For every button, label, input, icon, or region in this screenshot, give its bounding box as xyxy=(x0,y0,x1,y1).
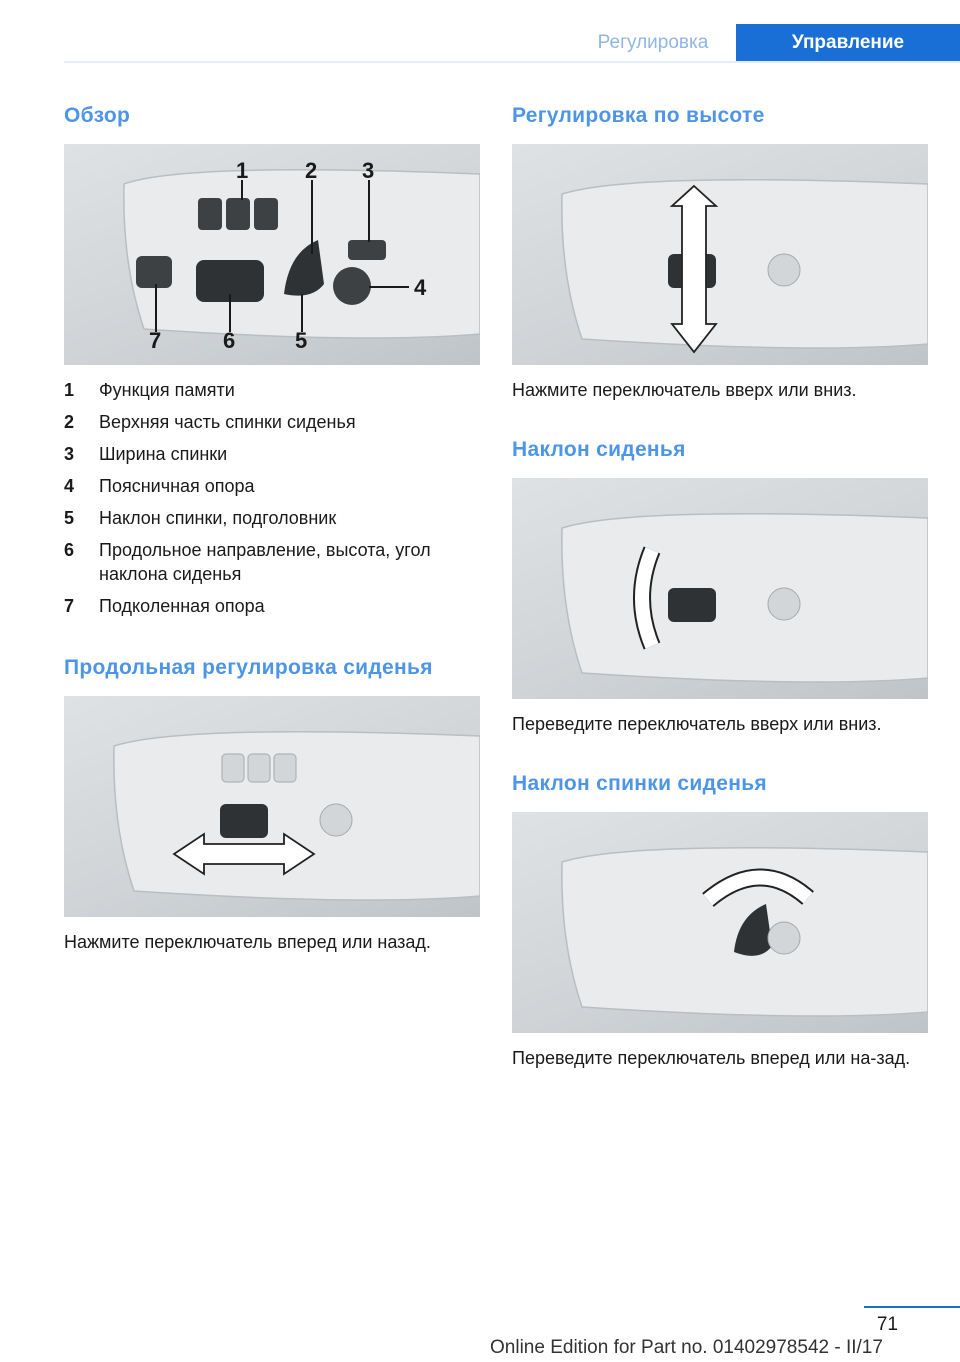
height-text: Нажмите переключатель вверх или вниз. xyxy=(512,380,857,400)
longitudinal-title: Продольная регулировка сиденья xyxy=(64,656,433,679)
backrest-tilt-illustration xyxy=(512,812,928,1033)
backrest-title: Наклон спинки сиденья xyxy=(512,772,767,795)
backrest-figure xyxy=(512,812,928,1033)
tilt-text: Переведите переключатель вверх или вниз. xyxy=(512,714,882,734)
header-rule xyxy=(64,61,960,63)
seat-height-illustration xyxy=(512,144,928,365)
callout-2: 2 xyxy=(305,158,318,183)
edition-line: Online Edition for Part no. 01402978542 - II/17 xyxy=(490,1337,883,1358)
legend-item: 1 Функция памяти xyxy=(64,380,235,400)
legend-item: 2 Верхняя часть спинки сиденья xyxy=(64,412,356,432)
backrest-text: Переведите переключатель вперед или на-зад. xyxy=(512,1048,911,1068)
seat-controls-illustration xyxy=(64,144,480,365)
seat-forward-back-illustration xyxy=(64,696,480,917)
overview-title: Обзор xyxy=(64,104,131,127)
overview-figure xyxy=(64,144,480,365)
legend-item: 4 Поясничная опора xyxy=(64,476,255,496)
legend-list xyxy=(64,378,480,626)
header-chapter: Управление xyxy=(736,24,960,61)
page-number: 71 xyxy=(876,1314,898,1335)
callout-4: 4 xyxy=(414,275,427,300)
height-title: Регулировка по высоте xyxy=(512,104,765,127)
callout-5: 5 xyxy=(295,328,308,353)
longitudinal-text: Нажмите переключатель вперед или назад. xyxy=(64,932,431,952)
header-section: Регулировка xyxy=(597,32,709,53)
legend-item: 5 Наклон спинки, подголовник xyxy=(64,508,337,528)
callout-7: 7 xyxy=(149,328,162,353)
callout-3: 3 xyxy=(362,158,375,183)
callout-6: 6 xyxy=(223,328,236,353)
height-figure xyxy=(512,144,928,365)
callout-1: 1 xyxy=(236,158,249,183)
tilt-title: Наклон сиденья xyxy=(512,438,686,461)
legend-item: 6 Продольное направление, высота, угол наклона сиденья xyxy=(64,540,431,584)
tilt-figure xyxy=(512,478,928,699)
footer-rule xyxy=(864,1306,960,1308)
seat-tilt-illustration xyxy=(512,478,928,699)
longitudinal-figure xyxy=(64,696,480,917)
legend-item: 7 Подколенная опора xyxy=(64,596,265,616)
legend-item: 3 Ширина спинки xyxy=(64,444,228,464)
